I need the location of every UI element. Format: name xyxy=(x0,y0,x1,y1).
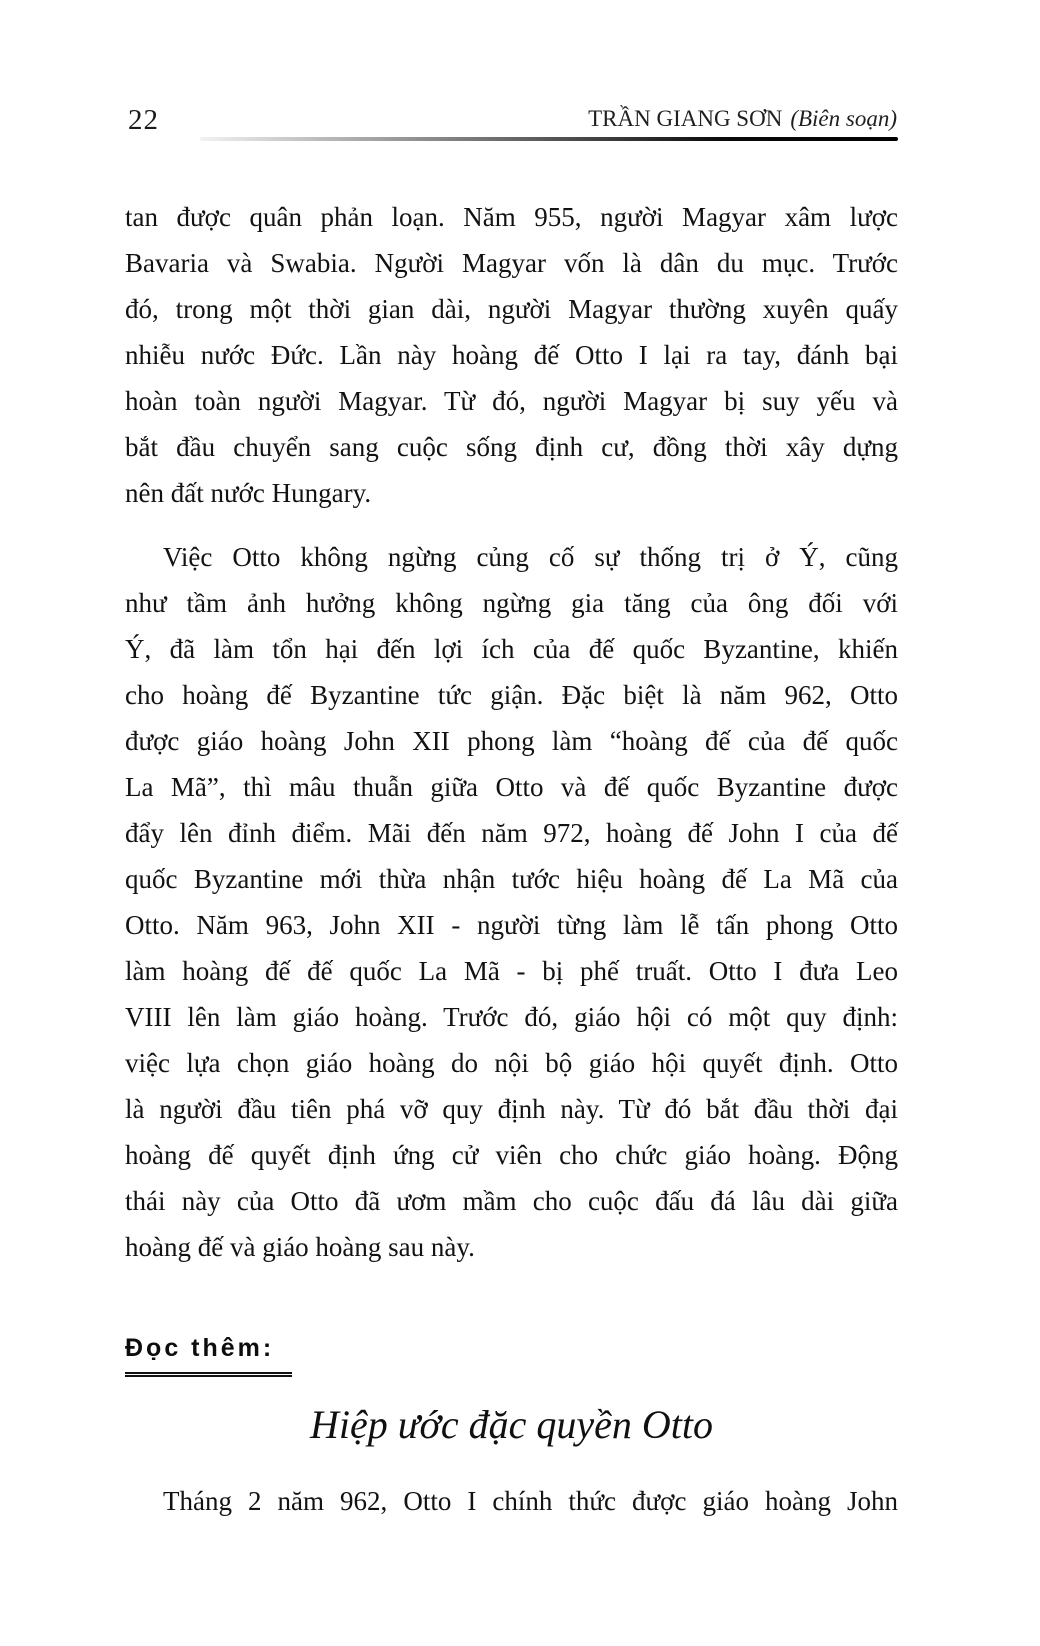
section-title: Hiệp ước đặc quyền Otto xyxy=(309,1402,714,1447)
text-line: Tháng 2 năm 962, Otto I chính thức được giáo hoàng John xyxy=(163,1486,898,1516)
read-more-heading xyxy=(125,1334,292,1377)
author-name: TRẦN GIANG SƠN xyxy=(588,106,783,131)
author-role: (Biên soạn) xyxy=(790,106,897,131)
text-line: việc lựa chọn giáo hoàng do nội bộ giáo hội quyết định. Otto xyxy=(125,1048,898,1078)
text-line: cho hoàng đế Byzantine tức giận. Đặc biệt là năm 962, Otto xyxy=(125,680,898,710)
text-line: làm hoàng đế đế quốc La Mã - bị phế truất. Otto I đưa Leo xyxy=(125,956,898,986)
text-line: VIII lên làm giáo hoàng. Trước đó, giáo hội có một quy định: xyxy=(125,1002,898,1032)
text-line: quốc Byzantine mới thừa nhận tước hiệu hoàng đế La Mã của xyxy=(125,864,898,894)
text-line: hoàng đế và giáo hoàng sau này. xyxy=(125,1232,475,1262)
section-opening-paragraph xyxy=(125,1478,898,1524)
text-line: Bavaria và Swabia. Người Magyar vốn là dân du mục. Trước xyxy=(125,248,898,278)
page-number: 22 xyxy=(128,104,159,136)
text-line: là người đầu tiên phá vỡ quy định này. Từ đó bắt đầu thời đại xyxy=(125,1094,898,1124)
text-line: Việc Otto không ngừng củng cố sự thống trị ở Ý, cũng xyxy=(163,542,898,572)
text-line: tan được quân phản loạn. Năm 955, người Magyar xâm lược xyxy=(125,202,898,232)
text-line: hoàng đế quyết định ứng cử viên cho chức giáo hoàng. Động xyxy=(125,1140,898,1170)
text-line: đó, trong một thời gian dài, người Magyar thường xuyên quấy xyxy=(125,294,898,324)
paragraph-2 xyxy=(125,534,898,1270)
text-line: nhiễu nước Đức. Lần này hoàng đế Otto I lại ra tay, đánh bại xyxy=(125,340,898,370)
header-rule xyxy=(200,137,898,141)
body-text xyxy=(125,194,898,1270)
text-line: Ý, đã làm tổn hại đến lợi ích của đế quốc Byzantine, khiến xyxy=(125,634,898,664)
text-line: hoàn toàn người Magyar. Từ đó, người Magyar bị suy yếu và xyxy=(125,386,898,416)
read-more-label: Đọc thêm: xyxy=(125,1334,292,1377)
text-line: được giáo hoàng John XII phong làm “hoàng đế của đế quốc xyxy=(125,726,898,756)
text-line: đẩy lên đỉnh điểm. Mãi đến năm 972, hoàng đế John I của đế xyxy=(125,818,898,848)
text-line: La Mã”, thì mâu thuẫn giữa Otto và đế quốc Byzantine được xyxy=(125,772,898,802)
text-line: bắt đầu chuyển sang cuộc sống định cư, đồng thời xây dựng xyxy=(125,432,898,462)
paragraph-1 xyxy=(125,194,898,516)
running-header xyxy=(588,106,897,132)
text-line: Otto. Năm 963, John XII - người từng làm lễ tấn phong Otto xyxy=(125,910,898,940)
text-line: như tầm ảnh hưởng không ngừng gia tăng của ông đối với xyxy=(125,588,898,618)
text-line: nên đất nước Hungary. xyxy=(125,478,372,508)
text-line: thái này của Otto đã ươm mầm cho cuộc đấu đá lâu dài giữa xyxy=(125,1186,898,1216)
